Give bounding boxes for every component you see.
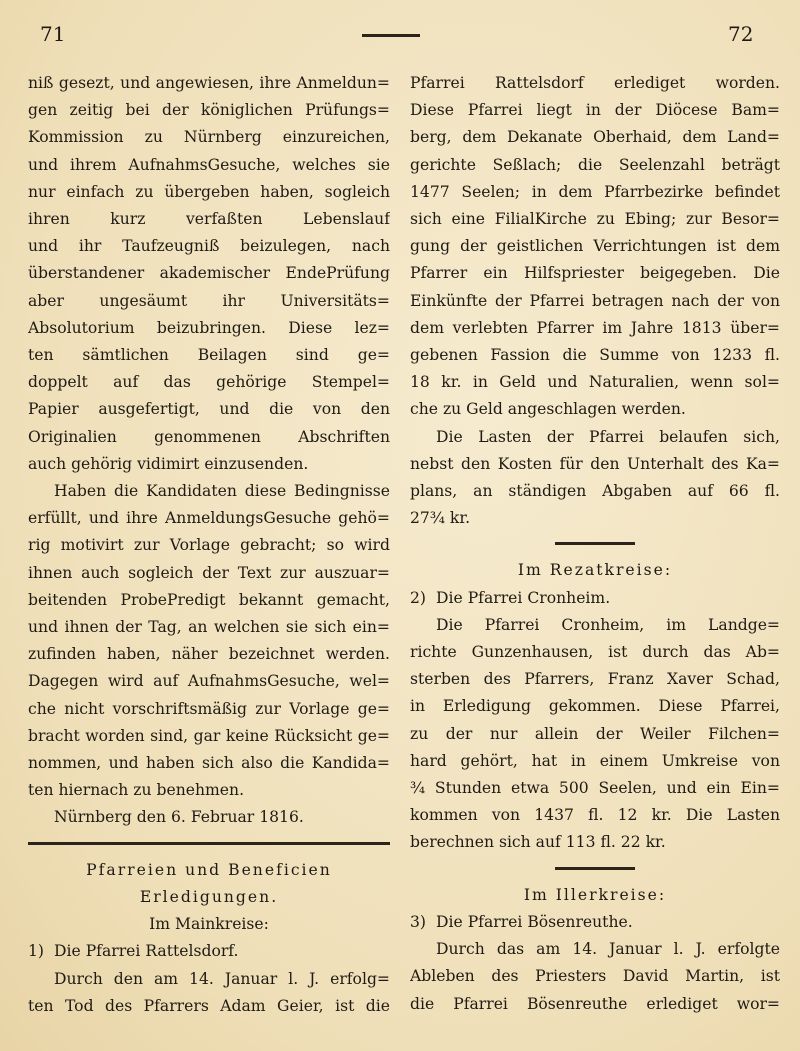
text-line: und ihnen der Tag, an welchen sie sich ein= [28,618,390,637]
text-line: und ihr Taufzeugniß beizulegen, nach [28,237,390,256]
text-line: nebst den Kosten für den Unterhalt des Ka= [410,454,780,473]
text-line: Die Pfarrei Cronheim, im Landge= [436,615,780,634]
text-line: Die Lasten der Pfarrei belaufen sich, [436,427,780,446]
right-paragraph-2 [410,424,780,533]
text-line: aber ungesäumt ihr Universitäts= [28,291,390,310]
text-line: gerichte Seßlach; die Seelenzahl beträgt [410,155,780,174]
text-line: ten Tod des Pfarrers Adam Geier, ist die [28,996,390,1015]
item-number: 2) [410,588,427,607]
text-line: richte Gunzenhausen, ist durch das Ab= [410,643,780,662]
text-line: Papier ausgefertigt, und die von den [28,400,390,419]
parish-item-heading [410,909,780,936]
item-number: 1) [28,942,45,961]
text-line: sterben des Pfarrers, Franz Xaver Schad, [410,670,780,689]
text-line: Durch das am 14. Januar l. J. erfolgte [436,940,780,959]
text-line: gen zeitig bei der königlichen Prüfungs= [28,101,390,120]
text-line: Absolutorium beizubringen. Diese lez= [28,318,390,337]
left-paragraph-2 [28,478,390,804]
text-line: Ableben des Priesters David Martin, ist [410,967,780,986]
page-number-right: 72 [728,22,754,46]
district-heading: Im Illerkreise: [523,885,667,904]
text-line: Originalien genommenen Abschriften [28,427,390,446]
text-line: zufinden haben, näher bezeichnet werden. [28,645,390,664]
text-line: die Pfarrei Bösenreuthe erlediget wor= [410,994,780,1013]
item-number: 3) [410,912,427,931]
dateline: Nürnberg den 6. Februar 1816. [54,808,304,827]
text-line: berg, dem Dekanate Oberhaid, dem Land= [410,128,780,147]
section-subtitle: Erledigungen. [139,887,279,906]
item-title: Die Pfarrei Rattelsdorf. [54,942,239,961]
district-heading: Im Rezatkreise: [517,561,673,580]
text-line: Diese Pfarrei liegt in der Diöcese Bam= [410,101,780,120]
text-line: Haben die Kandidaten diese Bedingnisse [54,482,390,501]
left-column [28,70,390,1020]
text-line: in Erledigung gekommen. Diese Pfarrei, [410,697,780,716]
text-line: plans, an ständigen Abgaben auf 66 fl. [410,482,780,501]
text-line: erfüllt, und ihre AnmeldungsGesuche gehö= [28,509,390,528]
text-line: Durch den am 14. Januar l. J. erfolg= [54,969,390,988]
text-line: rig motivirt zur Vorlage gebracht; so wird [28,536,390,555]
text-line: ¾ Stunden etwa 500 Seelen, und ein Ein= [410,779,780,798]
section-divider-short [555,867,635,870]
text-line: beitenden ProbePredigt bekannt gemacht, [28,590,390,609]
text-line: 27¾ kr. [410,509,471,528]
section-divider-short [555,542,635,545]
text-line: bracht worden sind, gar keine Rücksicht ge= [28,726,390,745]
text-line: und ihrem AufnahmsGesuche, welches sie [28,155,390,174]
text-line: nommen, und haben sich also die Kandida= [28,754,390,773]
text-line: Pfarrer ein Hilfspriester beigegeben. Die [410,264,780,283]
header-rule [362,34,420,37]
item-title: Die Pfarrei Bösenreuthe. [436,912,633,931]
text-line: auch gehörig vidimirt einzusenden. [28,454,309,473]
section-divider [28,842,390,845]
text-line: 1477 Seelen; in dem Pfarrbezirke befindet [410,182,780,201]
text-line: überstandener akademischer EndePrüfung [28,264,390,283]
text-line: ihren kurz verfaßten Lebenslauf [28,210,390,229]
parish-item-heading [28,938,390,965]
text-line: zu der nur allein der Weiler Filchen= [410,724,780,743]
text-line: Pfarrei Rattelsdorf erlediget worden. [410,74,780,92]
text-line: nur einfach zu übergeben haben, sogleich [28,182,390,201]
text-line: ihnen auch sogleich der Text zur auszuar= [28,563,390,582]
text-line: gebenen Fassion die Summe von 1233 fl. [410,346,780,365]
text-line: doppelt auf das gehörige Stempel= [28,373,390,392]
text-line: Kommission zu Nürnberg einzureichen, [28,128,390,147]
text-line: sich eine FilialKirche zu Ebing; zur Besor= [410,210,780,229]
text-line: che zu Geld angeschlagen werden. [410,400,686,419]
section-title: Pfarreien und Beneficien [86,860,332,879]
text-line: hard gehört, hat in einem Umkreise von [410,751,780,770]
text-line: gung der geistlichen Verrichtungen ist dem [410,237,780,256]
text-line: che nicht vorschriftsmäßig zur Vorlage ge= [28,699,390,718]
left-paragraph-1 [28,70,390,478]
text-line: berechnen sich auf 113 fl. 22 kr. [410,833,666,852]
right-paragraph-1 [410,70,780,424]
text-line: ten hiernach zu benehmen. [28,781,245,800]
text-line: Einkünfte der Pfarrei betragen nach der von [410,291,780,310]
right-column [410,70,780,1018]
item-title: Die Pfarrei Cronheim. [436,588,611,607]
district-heading: Im Mainkreise: [149,915,269,934]
text-line: niß gesezt, und angewiesen, ihre Anmeldun= [28,74,390,92]
parish-item-heading [410,585,780,612]
text-line: 18 kr. in Geld und Naturalien, wenn sol= [410,373,780,392]
text-line: kommen von 1437 fl. 12 kr. Die Lasten [410,806,780,825]
text-line: ten sämtlichen Beilagen sind ge= [28,346,390,365]
page-number-left: 71 [40,22,66,46]
text-line: dem verlebten Pfarrer im Jahre 1813 über= [410,318,780,337]
text-line: Dagegen wird auf AufnahmsGesuche, wel= [28,672,390,691]
